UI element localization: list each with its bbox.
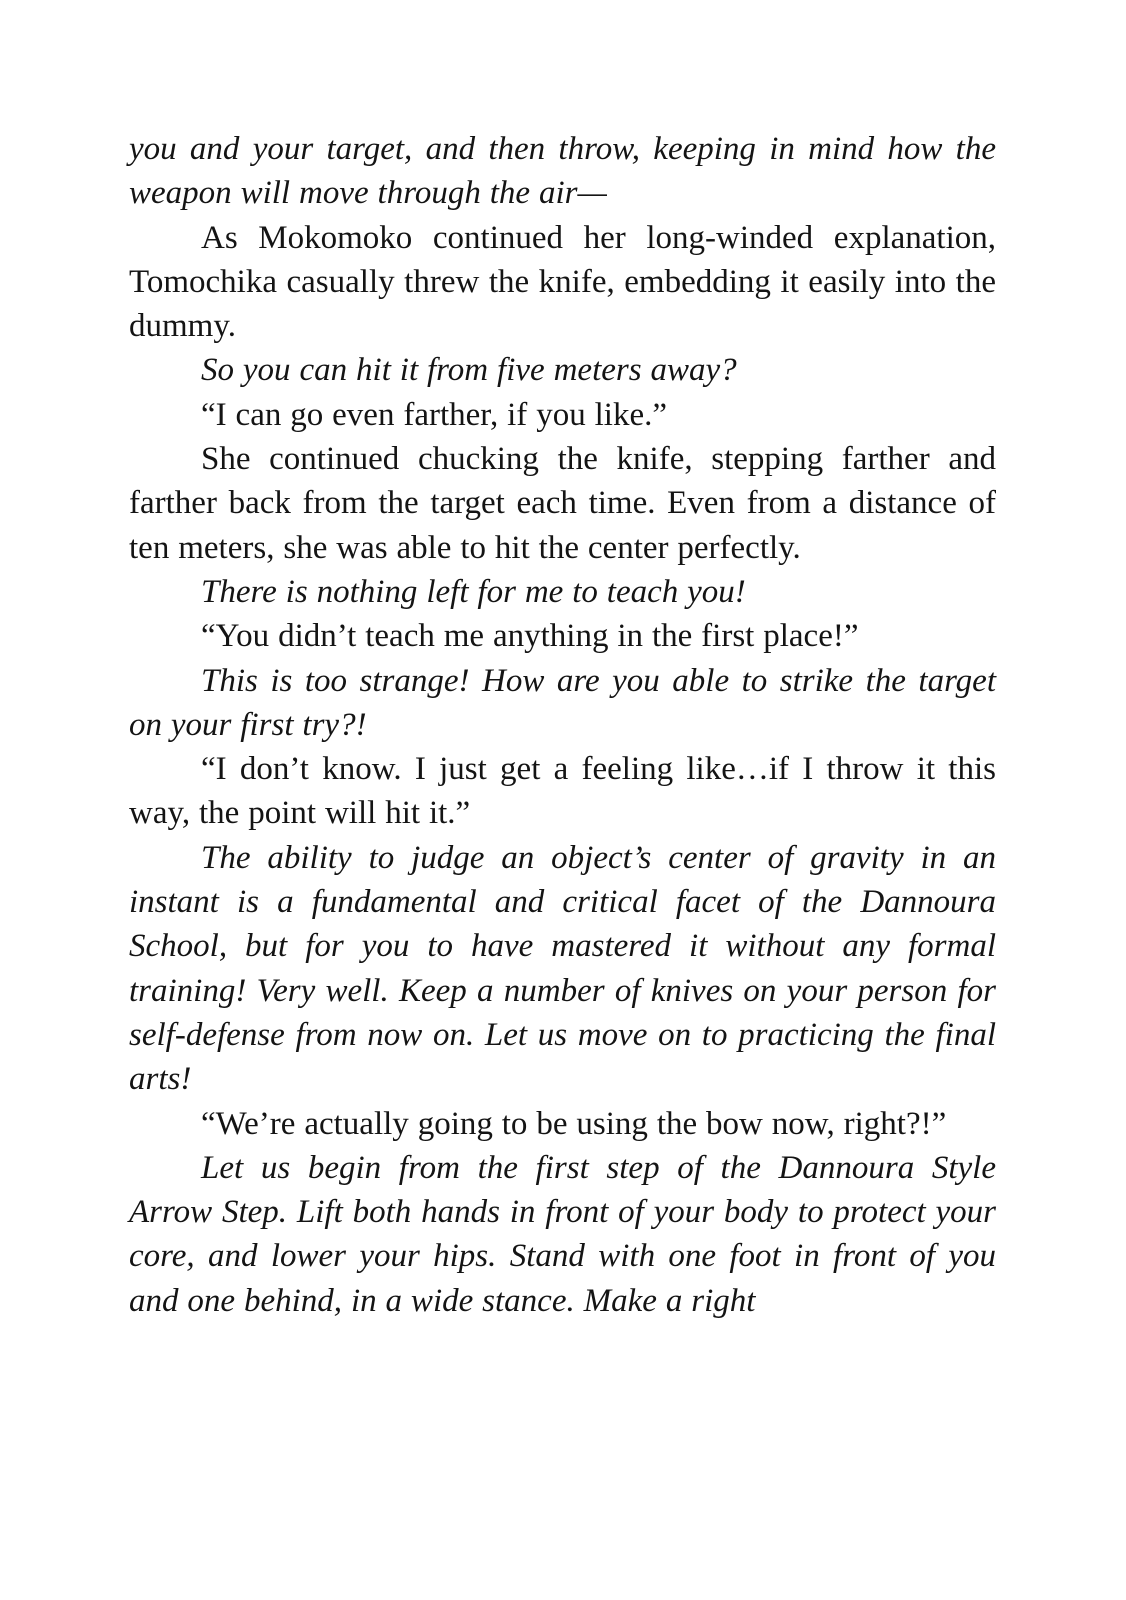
paragraph: She continued chucking the knife, stepping farther and farther back from the target each time. Even from a distance of ten meters, she was able to hit the center perfectly.	[129, 441, 996, 566]
paragraph: “You didn’t teach me anything in the first place!”	[201, 618, 859, 655]
paragraph: As Mokomoko continued her long-winded explanation, Tomochika casually threw the knife, embedding it easily into the dummy.	[129, 219, 996, 345]
paragraph: There is nothing left for me to teach you!	[201, 573, 746, 610]
paragraph: Let us begin from the first step of the Dannoura Style Arrow Step. Lift both hands in front of your body to protect your core, and lower your hips. Stand with one foot in front of you and one behind, in a wide stance. Make a right	[129, 1149, 996, 1319]
paragraph: “We’re actually going to be using the bow now, right?!”	[201, 1105, 947, 1142]
text-column	[129, 127, 996, 1323]
paragraph: you and your target, and then throw, keeping in mind how the weapon will move through the air—	[129, 131, 996, 212]
paragraph: The ability to judge an object’s center of gravity in an instant is a fundamental and critical facet of the Dannoura School, but for you to have mastered it without any formal training! Very well. Keep a number of knives on your person for self-defense from now on. Let us move on to practicing the final arts!	[129, 839, 996, 1098]
paragraph: This is too strange! How are you able to strike the target on your first try?!	[129, 662, 996, 743]
paragraph: “I can go even farther, if you like.”	[201, 396, 667, 433]
paragraph: “I don’t know. I just get a feeling like…if I throw it this way, the point will hit it.”	[129, 751, 996, 832]
paragraph: So you can hit it from five meters away?	[201, 352, 737, 389]
